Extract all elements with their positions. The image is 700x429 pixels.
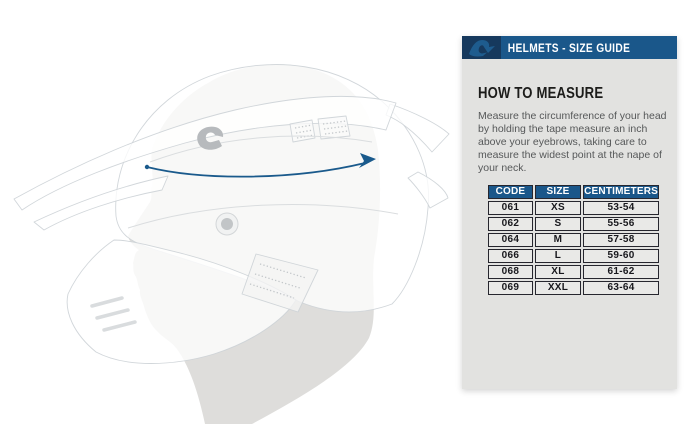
cell-code: 064 <box>488 233 533 247</box>
cell-code: 062 <box>488 217 533 231</box>
table-row <box>488 201 659 215</box>
table-row <box>488 249 659 263</box>
cell-code: 069 <box>488 281 533 295</box>
visor-pivot-inner <box>221 218 233 230</box>
size-guide-header-bar <box>462 36 677 59</box>
cell-code: 066 <box>488 249 533 263</box>
cell-cm: 63-64 <box>583 281 659 295</box>
col-header-code: CODE <box>488 185 533 199</box>
size-table-header-row <box>488 185 659 199</box>
cell-cm: 53-54 <box>583 201 659 215</box>
cell-size: XL <box>535 265 581 279</box>
cell-cm: 61-62 <box>583 265 659 279</box>
size-guide-panel <box>462 36 677 389</box>
col-header-size: SIZE <box>535 185 581 199</box>
cell-cm: 57-58 <box>583 233 659 247</box>
size-guide-body <box>462 59 677 389</box>
cell-size: S <box>535 217 581 231</box>
helmet-top-vent-right <box>318 116 350 139</box>
cell-size: XS <box>535 201 581 215</box>
size-guide-title: HELMETS - SIZE GUIDE <box>508 40 631 55</box>
cell-size: L <box>535 249 581 263</box>
cell-size: XXL <box>535 281 581 295</box>
helmet-top-vent-left <box>290 120 315 142</box>
table-row <box>488 265 659 279</box>
acerbis-logo-icon <box>467 38 497 57</box>
brand-logo-box <box>462 36 501 59</box>
how-to-measure-heading: HOW TO MEASURE <box>478 85 604 102</box>
table-row <box>488 217 659 231</box>
col-header-centimeters: CENTIMETERS <box>584 186 658 197</box>
table-row <box>488 233 659 247</box>
size-table <box>486 183 661 297</box>
cell-cm: 59-60 <box>583 249 659 263</box>
cell-code: 061 <box>488 201 533 215</box>
cell-code: 068 <box>488 265 533 279</box>
cell-cm: 55-56 <box>583 217 659 231</box>
cell-size: M <box>535 233 581 247</box>
table-row <box>488 281 659 295</box>
measure-instructions: Measure the circumference of your head by holding the tape measure an inch above your eyebrows, taking care to measure the widest point at the nape of your neck. <box>478 110 667 174</box>
